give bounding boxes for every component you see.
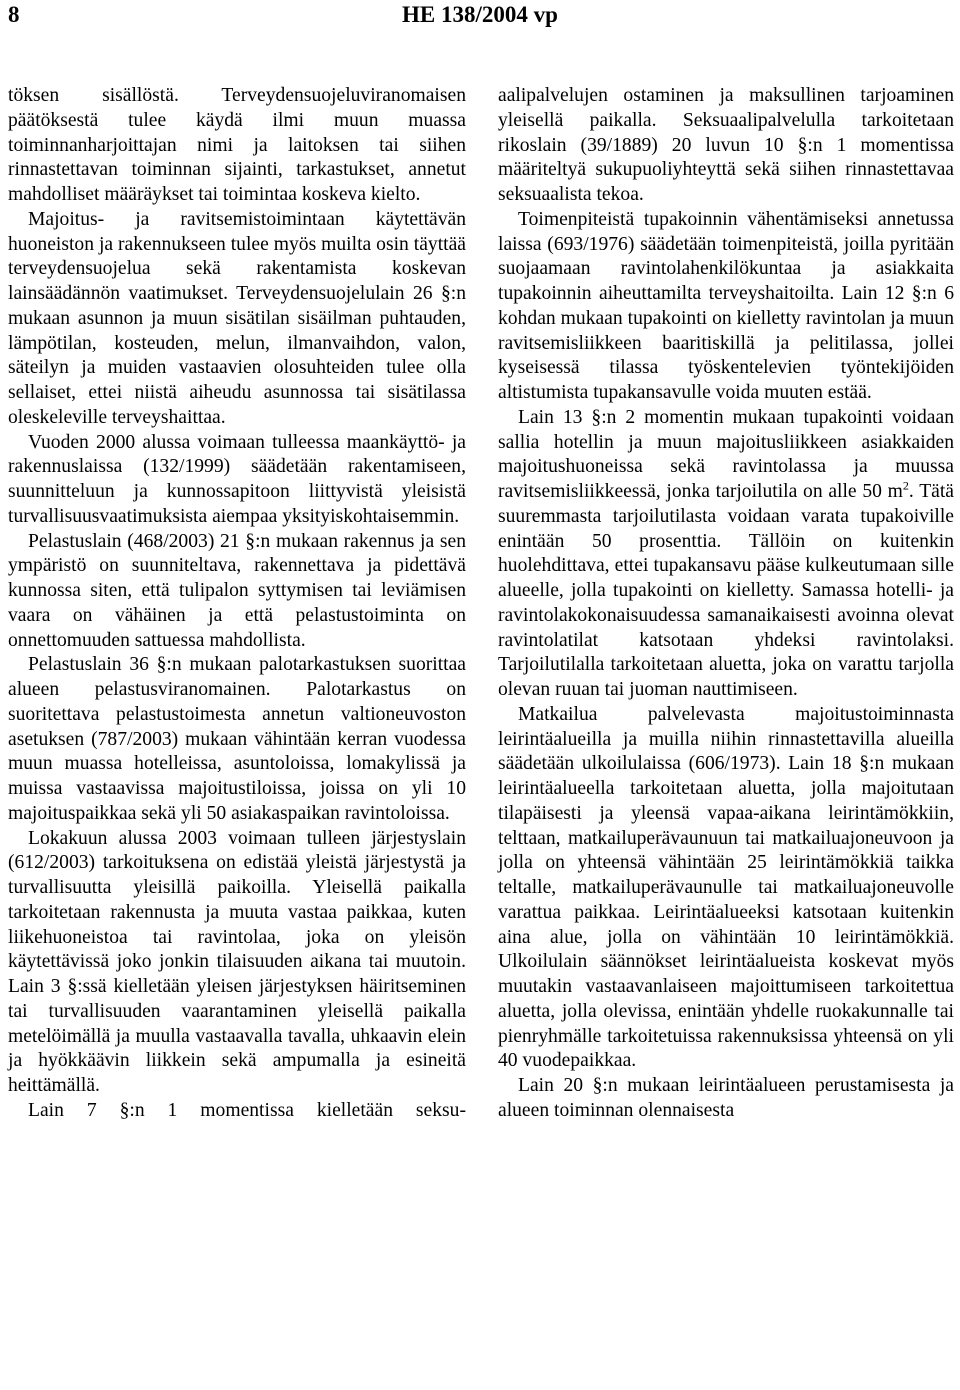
page-header <box>0 0 960 40</box>
paragraph <box>498 406 954 703</box>
right-column <box>498 84 954 1124</box>
paragraph: Toimenpiteistä tupakoinnin vähentämiseksi annetussa laissa (693/1976) säädetään toimenpiteistä, joilla pyritään suojaamaan ravintolahenkilökuntaa ja asiakkaita tupakoinnin aiheuttamilta terveyshaitoilta. Lain 12 §:n 6 kohdan mukaan tupakointi on kielletty ravintolan ja muun ravitsemisliikkeen baaritiskillä ja pelitilassa, jollei kyseisessä tilassa työskentelevien työntekijöiden altistumista tupakansavulle voida muuten estää. <box>498 208 954 403</box>
paragraph-text: Tätä suuremmasta tarjoilutilasta voidaan varata tupakoiville enintään 50 prosenttia. Tällöin on kuitenkin huolehdittava, ettei tupakansavu pääse kulkeutumaan sille alueelle, jolla tupakointi on kielletty. Samassa hotelli- ja ravintolakokonaisuudessa samanaikaisesti avoinna olevat ravintolatilat katsotaan yhdeksi ravintolaksi. Tarjoilutilalla tarkoitetaan aluetta, joka on varattu tarjolla olevan ruuan tai juoman nauttimiseen. <box>498 481 954 700</box>
paragraph: Pelastuslain 36 §:n mukaan palotarkastuksen suorittaa alueen pelastusviranomainen. Palotarkastus on suoritettava pelastustoimesta annetun valtioneuvoston asetuksen (787/2003) mukaan vähintään kerran vuodessa muun muassa hotelleissa, asuntoloissa, lomakylissä ja muissa vastaavissa majoitustiloissa, joissa on yli 10 majoituspaikkaa sekä yli 50 asiakaspaikan ravintoloissa. <box>8 654 466 824</box>
left-column <box>8 84 466 1124</box>
paragraph: aalipalvelujen ostaminen ja maksullinen tarjoaminen yleisellä paikalla. Seksuaalipalvelulla tarkoitetaan rikoslain (39/1889) 20 luvun 10 §:n 1 momentissa määriteltyä sukupuoliyhteyttä sekä siihen rinnastettavaa seksuaalista tekoa. <box>498 85 954 205</box>
superscript: 2 <box>902 478 909 493</box>
paragraph: Matkailua palvelevasta majoitustoiminnasta leirintäalueilla ja muilla niihin rinnastettavilla alueilla säädetään ulkoilulaissa (606/1973). Lain 18 §:n mukaan leirintäalueella tarkoitetaan aluetta, jolla majoitutaan tilapäisesti ja yleensä vapaa-aikana leirintämökkiin, telttaan, matkailuperävaunuun tai matkailuajoneuvoon ja jolla on yhteensä vähintään 25 leirintämökkiä taikka teltalle, matkailuperävaunulle tai matkailuajoneuvolle varattua paikkaa. Leirintäalueeksi katsotaan kuitenkin aina alue, jolla on vähintään 10 leirintämökkiä. Ulkoilulain säännökset leirintäalueista koskevat myös muutakin vastaavanlaiseen majoittumiseen tarkoitettua aluetta, jolla olevissa, enintään yhdelle ruokakunnalle tai pienryhmälle tarkoitetuissa rakennuksissa yhteensä on yli 40 vuodepaikkaa. <box>498 703 954 1072</box>
paragraph: Lain 20 §:n mukaan leirintäalueen perustamisesta ja alueen toiminnan olennaisesta <box>498 1075 954 1121</box>
paragraph: töksen sisällöstä. Terveydensuojeluviranomaisen päätöksestä tulee käydä ilmi muun muassa toiminnanharjoittajan nimi ja laitoksen tai siihen rinnastettavan toiminnan sijainti, tarkastukset, annetut mahdolliset määräykset tai toimintaa koskeva kielto. <box>8 85 466 205</box>
page-number: 8 <box>8 2 20 27</box>
paragraph: Pelastuslain (468/2003) 21 §:n mukaan rakennus ja sen ympäristö on suunniteltava, rakennettava ja pidettävä kunnossa siten, että tulipalon syttymisen tai leviämisen vaara on vähäinen ja että pelastustoiminta on onnettomuuden sattuessa mahdollista. <box>8 530 466 651</box>
paragraph: Vuoden 2000 alussa voimaan tulleessa maankäyttö- ja rakennuslaissa (132/1999) säädetään rakentamiseen, suunnitteluun ja kunnossapitoon liittyvistä yleisistä turvallisuusvaatimuksista aiempaa yksityiskohtaisemmin. <box>8 431 466 527</box>
paragraph: Lain 7 §:n 1 momentissa kielletään seksu- <box>28 1099 466 1121</box>
paragraph: Lokakuun alussa 2003 voimaan tulleen järjestyslain (612/2003) tarkoituksena on edistää yleistä järjestystä ja turvallisuutta yleisillä paikoilla. Yleisellä paikalla tarkoitetaan rakennusta ja muuta vastaa paikkaa, kuten liikehuoneistoa tai ravintolaa, joka on yleisön käytettävissä joko jonkin tilaisuuden aikana tai muutoin. Lain 3 §:ssä kielletään yleisen järjestyksen häiritseminen tai turvallisuuden vaarantaminen yleisellä paikalla metelöimällä ja muulla vastaavalla tavalla, uhkaavin elein ja hyökkäävin liikkein sekä ampumalla ja esineitä heittämällä. <box>8 827 466 1096</box>
paragraph-text: Lain 13 §:n 2 momentin mukaan tupakointi voidaan sallia hotellin ja muun majoitusliikkeen asiakkaiden majoitushuoneissa sekä ravintolassa ja muussa ravitsemisliikkeessä, jonka tarjoilutila on alle 50 m <box>498 406 954 502</box>
paragraph: Majoitus- ja ravitsemistoimintaan käytettävän huoneiston ja rakennukseen tulee myös muilta osin täyttää terveydensuojelua sekä rakentamista koskevan lainsäädännön vaatimukset. Terveydensuojelulain 26 §:n mukaan asunnon ja muun sisätilan sisäilman puhtauden, lämpötilan, kosteuden, melun, ilmanvaihdon, valon, säteilyn ja muiden vastaavien olosuhteiden tulee olla sellaiset, ettei niistä aiheudu asunnossa tai sisätilassa oleskeleville terveyshaittaa. <box>8 208 466 428</box>
paragraph-punctuation: . <box>908 481 914 502</box>
document-id: HE 138/2004 vp <box>402 2 558 27</box>
